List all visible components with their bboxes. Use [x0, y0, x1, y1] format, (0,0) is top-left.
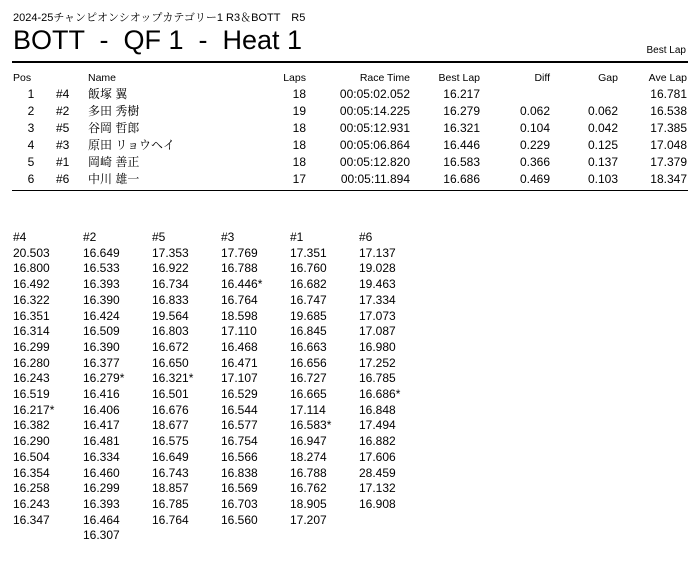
- row-gap: 0.042: [587, 121, 618, 135]
- lap-time: 16.481: [83, 434, 120, 449]
- lap-column-header: #4: [13, 230, 27, 244]
- results-row: [0, 154, 700, 170]
- lap-time: 16.764: [152, 512, 189, 527]
- lap-column-header: #2: [83, 230, 97, 244]
- row-name: 岡崎 善正: [88, 155, 140, 169]
- row-race-time: 00:05:14.225: [339, 104, 410, 118]
- lap-time: 16.583*: [290, 418, 332, 433]
- row-ave-lap: 18.347: [650, 172, 687, 186]
- lap-time: 16.299: [83, 481, 120, 496]
- col-best-lap: Best Lap: [438, 72, 480, 84]
- row-ave-lap: 16.538: [650, 104, 687, 118]
- lap-time: 16.424: [83, 308, 120, 323]
- best-lap-label: Best Lap: [646, 45, 686, 56]
- row-laps: 17: [292, 172, 306, 186]
- lap-time: 16.577: [221, 418, 258, 433]
- row-pos: 4: [27, 138, 35, 152]
- row-name: 多田 秀樹: [88, 104, 140, 118]
- lap-time: 16.393: [83, 277, 120, 292]
- row-laps: 18: [292, 138, 306, 152]
- row-laps: 18: [292, 87, 306, 101]
- results-row: [0, 137, 700, 153]
- row-name: 原田 リョウヘイ: [88, 138, 175, 152]
- lap-time: 16.838: [221, 465, 258, 480]
- row-laps: 19: [292, 104, 306, 118]
- lap-time: 16.575: [152, 434, 189, 449]
- lap-column-header: #1: [290, 230, 304, 244]
- lap-column-header: #3: [221, 230, 235, 244]
- row-number: #5: [56, 121, 70, 135]
- col-race-time: Race Time: [359, 72, 410, 84]
- lap-time: 19.564: [152, 308, 189, 323]
- row-diff: 0.104: [519, 121, 550, 135]
- lap-time: 16.845: [290, 324, 327, 339]
- lap-time: 16.258: [13, 481, 50, 496]
- lap-time: 16.754: [221, 434, 258, 449]
- lap-time: 16.460: [83, 465, 120, 480]
- lap-time: 17.494: [359, 418, 396, 433]
- lap-time: 16.760: [290, 261, 327, 276]
- lap-time: 16.290: [13, 434, 50, 449]
- lap-time: 16.682: [290, 277, 327, 292]
- lap-time: 16.321*: [152, 371, 194, 386]
- col-gap: Gap: [598, 72, 618, 84]
- lap-time: 16.529: [221, 387, 258, 402]
- lap-time: 16.650: [152, 355, 189, 370]
- row-gap: 0.062: [587, 104, 618, 118]
- lap-time: 16.492: [13, 277, 50, 292]
- lap-time: 16.504: [13, 449, 50, 464]
- lap-time: 17.334: [359, 292, 396, 307]
- lap-time: 16.922: [152, 261, 189, 276]
- row-pos: 5: [27, 155, 35, 169]
- row-gap: 0.125: [587, 138, 618, 152]
- lap-time: 19.028: [359, 261, 396, 276]
- lap-time: 16.703: [221, 496, 258, 511]
- lap-column: [13, 230, 54, 528]
- lap-time: 16.686*: [359, 387, 401, 402]
- row-best-lap: 16.217: [443, 87, 480, 101]
- row-diff: 0.469: [519, 172, 550, 186]
- row-diff: 0.229: [519, 138, 550, 152]
- lap-time: 16.417: [83, 418, 120, 433]
- row-name: 中川 雄一: [88, 172, 140, 186]
- row-race-time: 00:05:12.820: [339, 155, 410, 169]
- lap-time: 16.743: [152, 465, 189, 480]
- lap-time: 16.471: [221, 355, 258, 370]
- lap-time: 28.459: [359, 465, 396, 480]
- col-laps: Laps: [283, 72, 306, 84]
- row-ave-lap: 16.781: [650, 87, 687, 101]
- lap-time: 16.279*: [83, 371, 125, 386]
- col-ave-lap: Ave Lap: [648, 72, 687, 84]
- lap-time: 16.656: [290, 355, 327, 370]
- row-race-time: 00:05:06.864: [339, 138, 410, 152]
- lap-time: 17.110: [221, 324, 257, 339]
- lap-column: [152, 230, 193, 528]
- row-best-lap: 16.446: [443, 138, 480, 152]
- lap-time: 16.446*: [221, 277, 263, 292]
- lap-time: 16.217*: [13, 402, 55, 417]
- row-pos: 2: [27, 104, 35, 118]
- lap-time: 16.882: [359, 434, 396, 449]
- lap-time: 16.747: [290, 292, 327, 307]
- lap-time: 19.463: [359, 277, 396, 292]
- results-row: [0, 171, 700, 187]
- lap-column-header: #5: [152, 230, 166, 244]
- lap-time: 16.800: [13, 261, 50, 276]
- lap-time: 16.377: [83, 355, 120, 370]
- lap-time: 16.519: [13, 387, 50, 402]
- report-subtitle: 2024-25チャンピオンシオップカテゴリー1 R3＆BOTT R5: [13, 12, 306, 24]
- row-number: #2: [56, 104, 70, 118]
- page-title: BOTT - QF 1 - Heat 1: [13, 25, 303, 55]
- lap-time: 16.785: [359, 371, 396, 386]
- lap-time: 16.672: [152, 339, 189, 354]
- lap-time: 17.087: [359, 324, 396, 339]
- row-gap: 0.137: [587, 155, 618, 169]
- lap-column: [83, 230, 124, 544]
- lap-time: 18.598: [221, 308, 258, 323]
- lap-time: 19.685: [290, 308, 327, 323]
- lap-time: 18.857: [152, 481, 189, 496]
- lap-time: 17.353: [152, 245, 189, 260]
- lap-time: 17.137: [359, 245, 396, 260]
- lap-time: 16.243: [13, 496, 50, 511]
- lap-time: 16.649: [152, 449, 189, 464]
- row-laps: 18: [292, 155, 306, 169]
- lap-time: 16.727: [290, 371, 327, 386]
- lap-time: 16.569: [221, 481, 258, 496]
- lap-time: 16.908: [359, 496, 396, 511]
- lap-time: 16.663: [290, 339, 327, 354]
- lap-time: 18.274: [290, 449, 327, 464]
- row-number: #1: [56, 155, 70, 169]
- lap-time: 16.762: [290, 481, 327, 496]
- lap-time: 16.544: [221, 402, 258, 417]
- lap-time: 16.307: [83, 528, 120, 543]
- row-pos: 1: [27, 87, 35, 101]
- lap-column-header: #6: [359, 230, 373, 244]
- row-race-time: 00:05:11.894: [340, 172, 410, 186]
- row-best-lap: 16.279: [443, 104, 480, 118]
- lap-time: 20.503: [13, 245, 50, 260]
- lap-column: [290, 230, 331, 528]
- lap-time: 16.468: [221, 339, 258, 354]
- row-pos: 6: [27, 172, 35, 186]
- lap-time: 17.114: [290, 402, 326, 417]
- row-gap: 0.103: [587, 172, 618, 186]
- lap-time: 16.566: [221, 449, 258, 464]
- header-rule: [12, 61, 688, 63]
- row-ave-lap: 17.379: [650, 155, 687, 169]
- lap-time: 16.382: [13, 418, 50, 433]
- lap-time: 16.393: [83, 496, 120, 511]
- row-best-lap: 16.686: [443, 172, 480, 186]
- results-row: [0, 86, 700, 102]
- lap-time: 16.280: [13, 355, 50, 370]
- lap-time: 16.243: [13, 371, 50, 386]
- lap-time: 16.649: [83, 245, 120, 260]
- lap-time: 16.416: [83, 387, 120, 402]
- row-ave-lap: 17.385: [650, 121, 687, 135]
- lap-time: 16.665: [290, 387, 327, 402]
- lap-time: 17.107: [221, 371, 258, 386]
- lap-time: 18.677: [152, 418, 189, 433]
- lap-time: 16.501: [152, 387, 189, 402]
- lap-time: 16.788: [221, 261, 258, 276]
- row-ave-lap: 17.048: [650, 138, 687, 152]
- lap-column: [359, 230, 400, 513]
- lap-time: 17.073: [359, 308, 396, 323]
- results-bottom-rule: [12, 190, 688, 191]
- lap-time: 17.252: [359, 355, 396, 370]
- row-diff: 0.366: [519, 155, 550, 169]
- lap-time: 17.769: [221, 245, 258, 260]
- lap-time: 16.833: [152, 292, 189, 307]
- row-number: #4: [56, 87, 70, 101]
- col-diff: Diff: [534, 72, 550, 84]
- row-name: 谷岡 哲郎: [88, 121, 140, 135]
- row-laps: 18: [292, 121, 306, 135]
- lap-column: [221, 230, 262, 528]
- row-name: 飯塚 翼: [88, 87, 128, 101]
- lap-time: 16.322: [13, 292, 50, 307]
- lap-time: 16.788: [290, 465, 327, 480]
- row-diff: 0.062: [519, 104, 550, 118]
- lap-time: 16.299: [13, 339, 50, 354]
- lap-time: 18.905: [290, 496, 327, 511]
- col-pos: Pos: [13, 72, 32, 84]
- lap-time: 16.734: [152, 277, 189, 292]
- lap-time: 16.947: [290, 434, 327, 449]
- results-row: [0, 120, 700, 136]
- lap-time: 16.533: [83, 261, 120, 276]
- lap-time: 16.509: [83, 324, 120, 339]
- lap-time: 16.676: [152, 402, 189, 417]
- lap-time: 17.207: [290, 512, 327, 527]
- row-race-time: 00:05:02.052: [339, 87, 410, 101]
- lap-time: 16.354: [13, 465, 50, 480]
- row-number: #6: [56, 172, 70, 186]
- lap-time: 16.406: [83, 402, 120, 417]
- row-race-time: 00:05:12.931: [339, 121, 410, 135]
- lap-time: 16.334: [83, 449, 120, 464]
- lap-time: 16.785: [152, 496, 189, 511]
- lap-time: 16.848: [359, 402, 396, 417]
- lap-time: 16.347: [13, 512, 50, 527]
- row-best-lap: 16.321: [443, 121, 480, 135]
- lap-time: 16.390: [83, 292, 120, 307]
- lap-time: 16.803: [152, 324, 189, 339]
- lap-time: 16.314: [13, 324, 50, 339]
- lap-time: 17.132: [359, 481, 396, 496]
- row-number: #3: [56, 138, 70, 152]
- results-row: [0, 103, 700, 119]
- row-pos: 3: [27, 121, 35, 135]
- lap-time: 16.764: [221, 292, 258, 307]
- col-name: Name: [88, 72, 117, 84]
- lap-time: 16.560: [221, 512, 258, 527]
- lap-time: 17.351: [290, 245, 327, 260]
- lap-time: 17.606: [359, 449, 396, 464]
- lap-time: 16.351: [13, 308, 50, 323]
- lap-time: 16.390: [83, 339, 120, 354]
- row-best-lap: 16.583: [443, 155, 480, 169]
- lap-time: 16.464: [83, 512, 120, 527]
- lap-time: 16.980: [359, 339, 396, 354]
